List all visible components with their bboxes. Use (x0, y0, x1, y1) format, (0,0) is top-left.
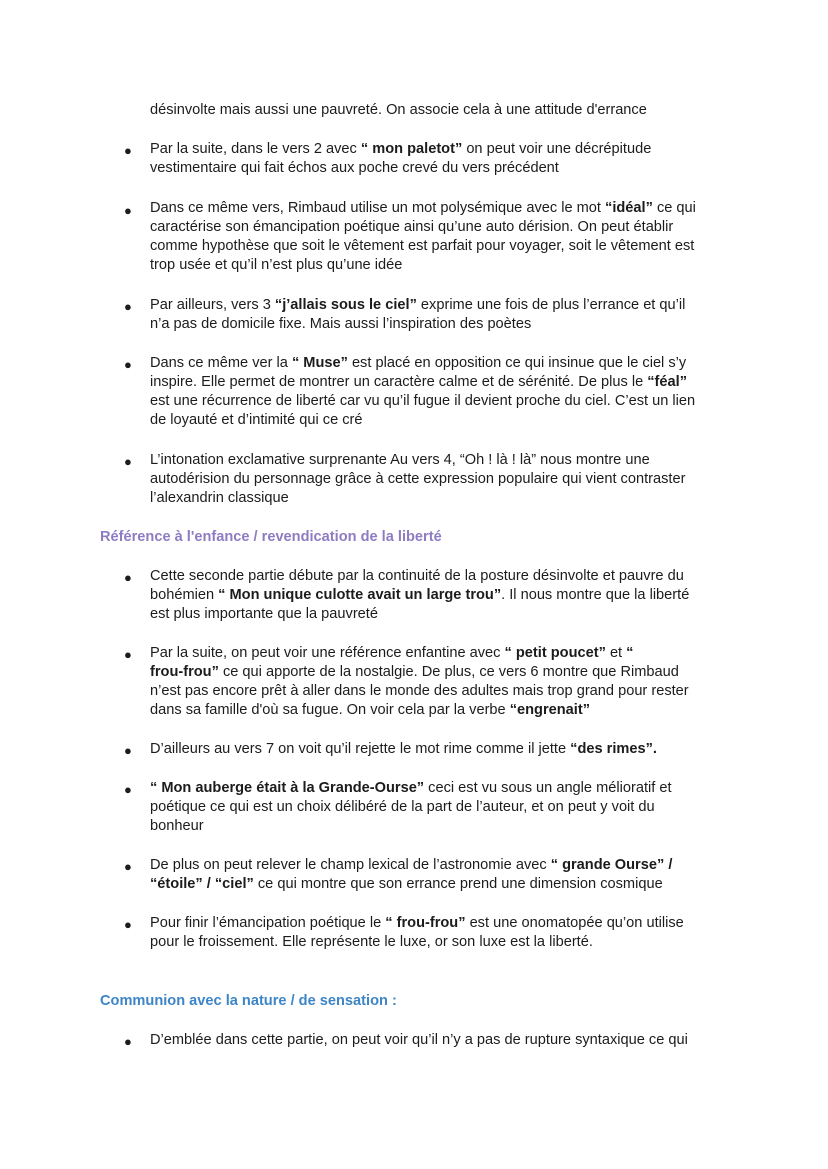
list-item-line: caractérise son émancipation poétique ainsi qu’une auto dérision. On peut établir (150, 219, 674, 235)
list-item-line: l’alexandrin classique (150, 490, 289, 506)
bullet-icon: ● (124, 743, 132, 758)
list-item-line: De plus on peut relever le champ lexical de l’astronomie avec “ grande Ourse” / (150, 857, 673, 873)
bullet-icon: ● (124, 203, 132, 218)
list-item-line: Par la suite, dans le vers 2 avec “ mon paletot” on peut voir une décrépitude (150, 141, 652, 157)
list-item-line: Dans ce même vers, Rimbaud utilise un mot polysémique avec le mot “idéal” ce qui (150, 200, 696, 216)
list-item-line: autodérision du personnage grâce à cette expression populaire qui vient contraster (150, 471, 686, 487)
bullet-icon: ● (124, 647, 132, 662)
list-item-line: trop usée et qu’il n’est plus qu’une idée (150, 257, 403, 273)
list-item-line: Pour finir l’émancipation poétique le “ frou-frou” est une onomatopée qu’on utilise (150, 915, 684, 931)
list-item-line: Par ailleurs, vers 3 “j’allais sous le ciel” exprime une fois de plus l’errance et qu’il (150, 297, 686, 313)
section-heading: Communion avec la nature / de sensation : (100, 993, 397, 1009)
bullet-icon: ● (124, 143, 132, 158)
list-item-line: pour le froissement. Elle représente le luxe, or son luxe est la liberté. (150, 934, 593, 950)
list-item-line: n’est pas encore prêt à aller dans le monde des adultes mais trop grand pour rester (150, 683, 689, 699)
list-item-line: de loyauté et d’intimité qui ce cré (150, 412, 363, 428)
text: désinvolte mais aussi une pauvreté. On associe cela à une attitude d'errance (150, 102, 647, 118)
bullet-icon: ● (124, 454, 132, 469)
list-item-line: Par la suite, on peut voir une référence enfantine avec “ petit poucet” et “ (150, 645, 634, 661)
list-item-line: poétique ce qui est un choix délibéré de la part de l’auteur, et on peut y voit du (150, 799, 655, 815)
list-item-line: “ Mon auberge était à la Grande-Ourse” ceci est vu sous un angle mélioratif et (150, 780, 672, 796)
bullet-icon: ● (124, 570, 132, 585)
bullet-icon: ● (124, 1034, 132, 1049)
list-item-line: L’intonation exclamative surprenante Au vers 4, “Oh ! là ! là” nous montre une (150, 452, 650, 468)
bullet-icon: ● (124, 299, 132, 314)
list-item-line: est plus importante que la pauvreté (150, 606, 378, 622)
list-item-line: “étoile” / “ciel” ce qui montre que son errance prend une dimension cosmique (150, 876, 663, 892)
list-item-line: bohémien “ Mon unique culotte avait un large trou”. Il nous montre que la liberté (150, 587, 690, 603)
list-item-line: inspire. Elle permet de montrer un caractère calme et de sérénité. De plus le “féal” (150, 374, 687, 390)
list-item-line: est une récurrence de liberté car vu qu’il fugue il devient proche du ciel. C’est un lien (150, 393, 696, 409)
bullet-icon: ● (124, 859, 132, 874)
list-item-line: n’a pas de domicile fixe. Mais aussi l’inspiration des poètes (150, 316, 532, 332)
list-item-line: Dans ce même ver la “ Muse” est placé en opposition ce qui insinue que le ciel s’y (150, 355, 687, 371)
section-heading: Référence à l'enfance / revendication de la liberté (100, 529, 442, 545)
bullet-icon: ● (124, 917, 132, 932)
list-item-line: dans sa famille d'où sa fugue. On voir cela par la verbe “engrenait” (150, 702, 591, 718)
bullet-icon: ● (124, 357, 132, 372)
list-item-line: comme hypothèse que soit le vêtement est parfait pour voyager, soit le vêtement est (150, 238, 695, 254)
list-item-line: D’ailleurs au vers 7 on voit qu’il rejette le mot rime comme il jette “des rimes”. (150, 741, 657, 757)
list-item-line: vestimentaire qui fait échos aux poche crevé du vers précédent (150, 160, 559, 176)
paragraph-line (150, 101, 647, 120)
list-item-line: frou-frou” ce qui apporte de la nostalgie. De plus, ce vers 6 montre que Rimbaud (150, 664, 679, 680)
list-item-line: Cette seconde partie débute par la continuité de la posture désinvolte et pauvre du (150, 568, 684, 584)
list-item-line: bonheur (150, 818, 204, 834)
list-item-line: D’emblée dans cette partie, on peut voir qu’il n’y a pas de rupture syntaxique ce qui (150, 1032, 688, 1048)
bullet-icon: ● (124, 782, 132, 797)
